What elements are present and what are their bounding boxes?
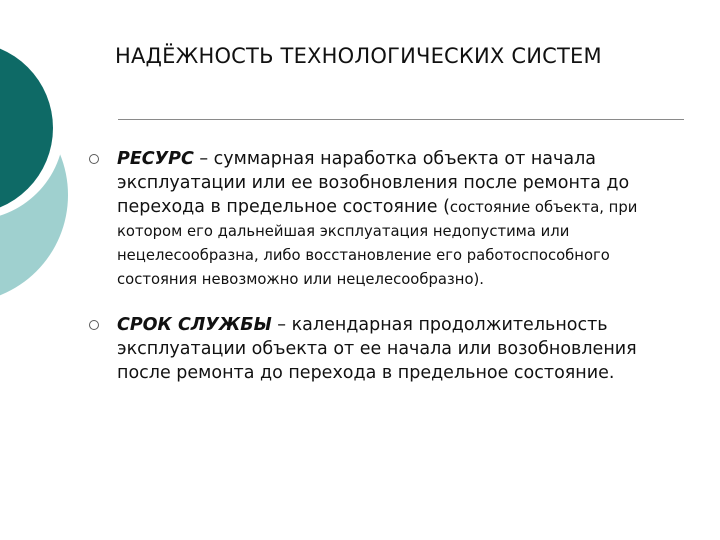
definition-resource: – суммарная наработка объекта от начала эксплуатации или ее возобновления после ремонта до перехода в предельное состояние (	[117, 149, 630, 217]
definition-note: состояние объекта, при котором его дальнейшая эксплуатация недопустима или нецелесообразна, либо восстановление его работоспособного состояния невозможно или нецелесообразно).	[117, 199, 638, 288]
title-divider	[118, 119, 684, 120]
term-resource: РЕСУРС	[117, 149, 194, 169]
list-item-resource	[117, 147, 687, 291]
decorative-circles	[0, 0, 120, 300]
definition-service-life: – календарная продолжительность эксплуатации объекта от ее начала или возобновления после ремонта до перехода в предельное состояние.	[117, 315, 637, 383]
slide-title: НАДЁЖНОСТЬ ТЕХНОЛОГИЧЕСКИХ СИСТЕМ	[115, 44, 602, 68]
bullet-icon	[89, 154, 99, 164]
bullet-icon	[89, 320, 99, 330]
list-item-service-life	[117, 313, 687, 385]
term-service-life: СРОК СЛУЖБЫ	[117, 315, 272, 335]
